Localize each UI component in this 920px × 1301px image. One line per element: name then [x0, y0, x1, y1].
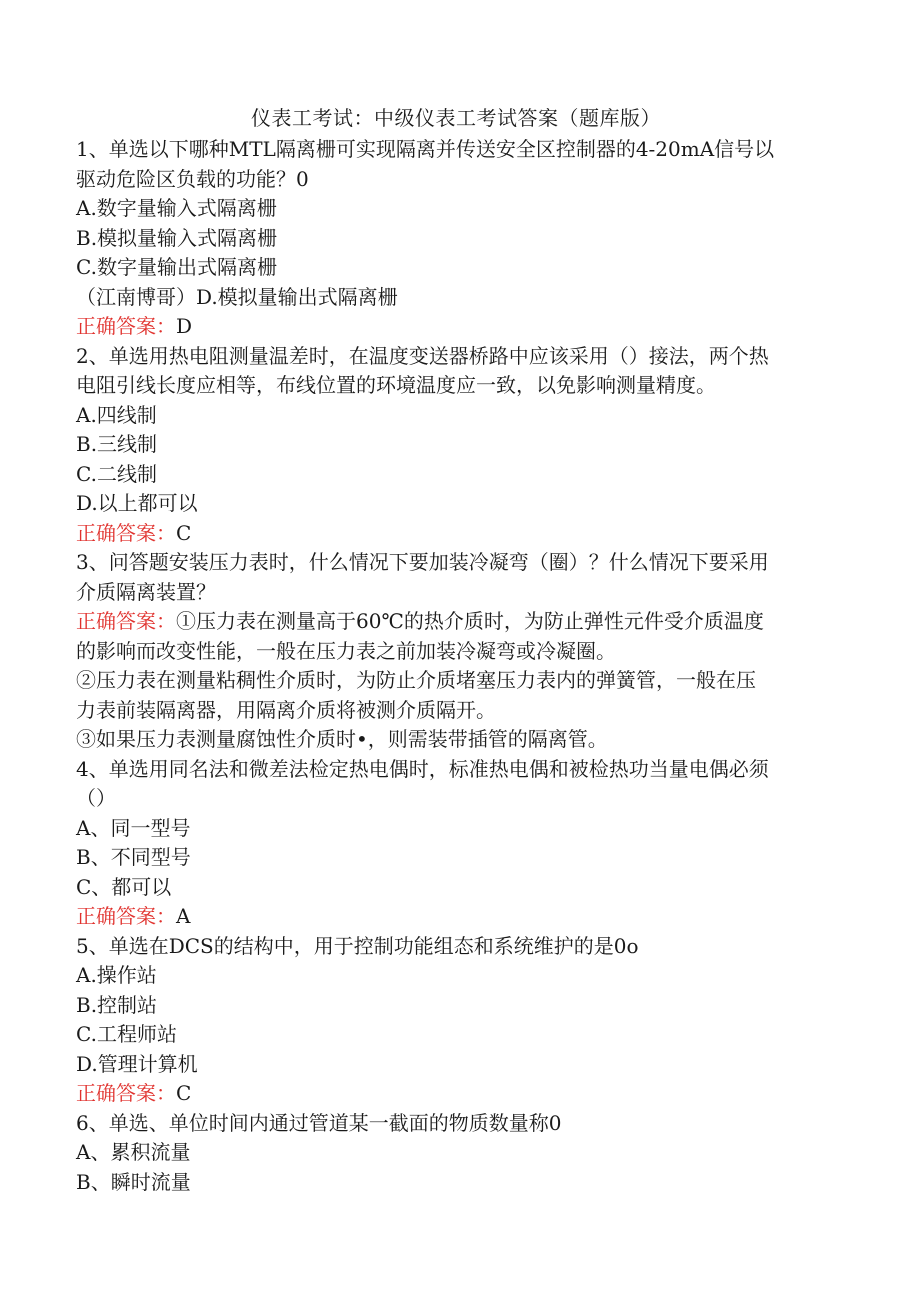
question-5: [76, 932, 836, 1109]
answer-value: C: [176, 520, 192, 545]
question-3-stem-line-2: 介质隔离装置？: [76, 579, 216, 604]
question-4-answer: [76, 902, 836, 932]
question-4-option-b: B、不同型号: [76, 845, 191, 869]
question-1-stem-line-2: 驱动危险区负载的功能？0: [76, 166, 309, 191]
answer-label: 正确答案：: [76, 609, 176, 633]
question-1-option-d: （江南博哥）D.模拟量输出式隔离栅: [76, 284, 398, 309]
question-5-stem-line-1: 5、单选在DCS的结构中，用于控制功能组态和系统维护的是0o: [76, 933, 639, 958]
question-3-answer-line-1: [76, 607, 836, 637]
question-2-option-c: C.二线制: [76, 461, 157, 486]
question-6-option-b: B、瞬时流量: [76, 1169, 191, 1194]
document-title: 仪表工考试：中级仪表工考试答案（题库版）: [251, 106, 661, 130]
question-1-stem-line-1: 1、单选以下哪种MTL隔离栅可实现隔离并传送安全区控制器的4-20mA信号以: [76, 137, 775, 161]
question-3-answer-line-2: 的影响而改变性能，一般在压力表之前加装冷凝弯或冷凝圈。: [76, 638, 616, 663]
question-3-stem-line-1: 3、问答题安装压力表时，什么情况下要加装冷凝弯（圈）？什么情况下要采用: [76, 550, 769, 574]
answer-label: 正确答案：: [76, 1081, 176, 1105]
answer-value: C: [176, 1081, 192, 1105]
answer-label: 正确答案：: [76, 904, 176, 928]
question-4-option-a: A、同一型号: [76, 815, 191, 840]
question-2-option-d: D.以上都可以: [76, 491, 198, 515]
question-4: [76, 755, 836, 932]
question-3-answer-line-4: 力表前装隔离器，用隔离介质将被测介质隔开。: [76, 697, 496, 722]
question-3: [76, 548, 836, 755]
question-3-answer-line-3: ②压力表在测量粘稠性介质时，为防止介质堵塞压力表内的弹簧管，一般在压: [76, 668, 756, 692]
question-1-answer: [76, 312, 836, 342]
question-5-option-a: A.操作站: [76, 963, 157, 987]
question-5-option-c: C.工程师站: [76, 1022, 177, 1046]
answer-value: D: [176, 314, 193, 338]
question-6-option-a: A、累积流量: [76, 1140, 191, 1164]
question-1-option-b: B.模拟量输入式隔离栅: [76, 225, 278, 250]
question-1: [76, 135, 836, 342]
question-2: [76, 342, 836, 549]
question-4-stem-line-1: 4、单选用同名法和微差法检定热电偶时，标准热电偶和被检热功当量电偶必须: [76, 756, 769, 781]
question-2-stem-line-1: 2、单选用热电阻测量温差时，在温度变送器桥路中应该采用（）接法，两个热: [76, 343, 769, 368]
question-5-option-b: B.控制站: [76, 992, 158, 1017]
question-1-option-a: A.数字量输入式隔离栅: [76, 196, 277, 220]
answer-text: ①压力表在测量高于60℃的热介质时，为防止弹性元件受介质温度: [176, 609, 764, 633]
question-2-answer: [76, 519, 836, 549]
answer-value: A: [176, 904, 191, 928]
question-4-stem-line-2: （）: [76, 786, 116, 810]
question-5-answer: [76, 1079, 836, 1109]
question-6-stem-line-1: 6、单选、单位时间内通过管道某一截面的物质数量称0: [76, 1110, 562, 1135]
question-2-stem-line-2: 电阻引线长度应相等，布线位置的环境温度应一致，以免影响测量精度。: [76, 373, 716, 397]
answer-label: 正确答案：: [76, 520, 176, 545]
answer-label: 正确答案：: [76, 314, 176, 338]
question-2-option-a: A.四线制: [76, 402, 157, 427]
question-5-option-d: D.管理计算机: [76, 1051, 198, 1076]
question-4-option-c: C、都可以: [76, 874, 172, 899]
question-2-option-b: B.三线制: [76, 432, 158, 456]
question-3-answer-line-5: ③如果压力表测量腐蚀性介质时•，则需装带插管的隔离管。: [76, 727, 608, 751]
question-1-option-c: C.数字量输出式隔离栅: [76, 255, 277, 279]
question-6: [76, 1109, 836, 1198]
document-page: [76, 104, 836, 1197]
